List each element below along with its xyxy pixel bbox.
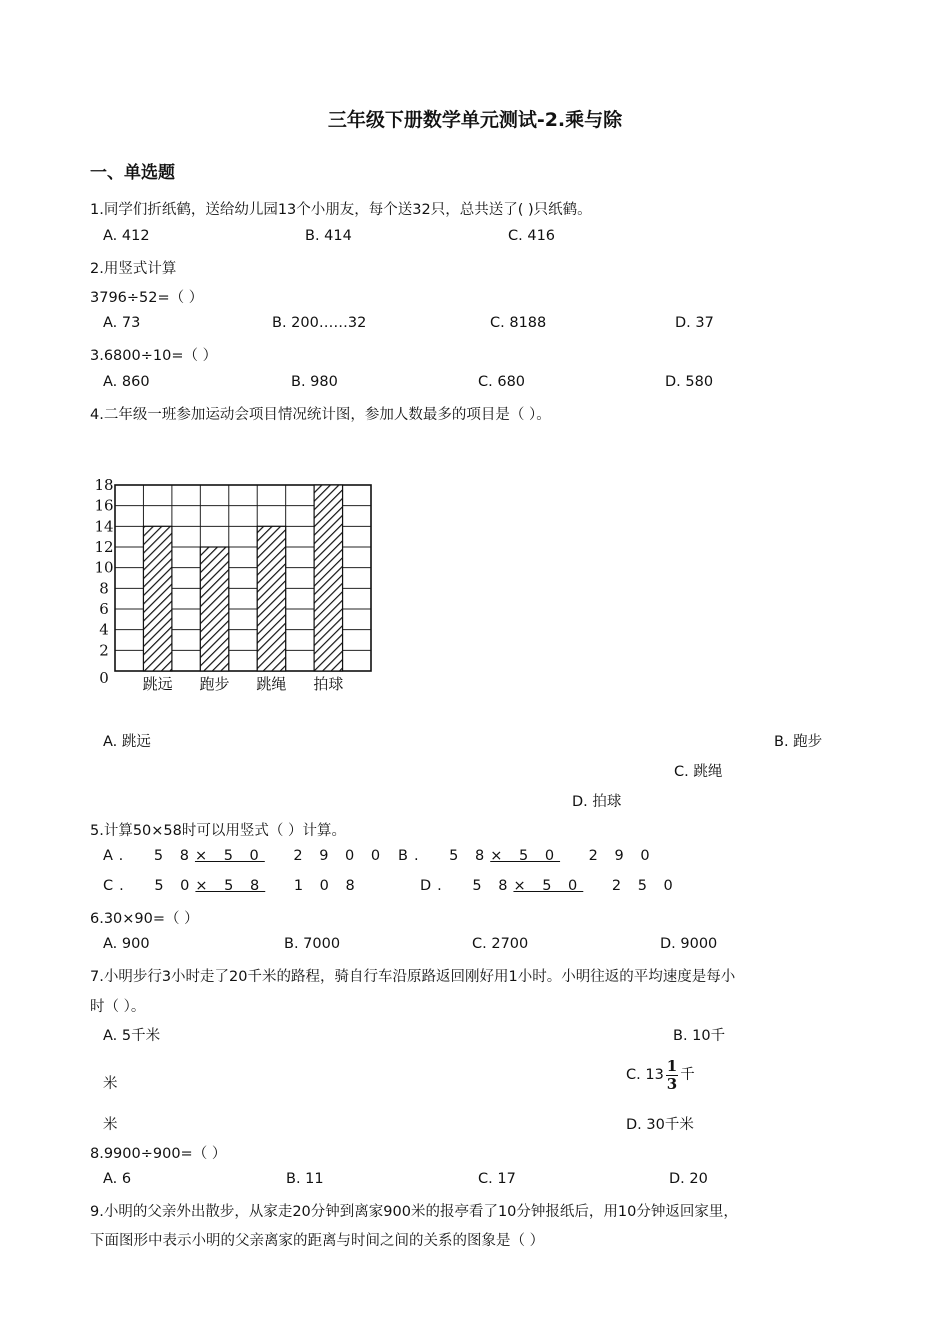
bar-2 [200, 547, 228, 671]
q5-option-a-mul: × 5 0 [194, 848, 265, 864]
q5-option-b-letter: B. [398, 848, 425, 864]
fraction-numerator: 1 [666, 1056, 678, 1075]
q3-option-d[interactable]: D. 580 [665, 374, 714, 390]
x-tick-label: 拍球 [313, 675, 344, 693]
bar-1 [143, 526, 171, 671]
q8-option-a[interactable]: A. 6 [103, 1171, 132, 1187]
question-1-stem: 1.同学们折纸鹤，送给幼儿园13个小朋友，每个送32只，总共送了( )只纸鹤。 [90, 202, 592, 218]
q5-option-d[interactable] [420, 878, 679, 894]
q5-option-d-letter: D. [420, 878, 448, 894]
q5-option-c-top: 5 0 [154, 878, 196, 894]
page-title: 三年级下册数学单元测试-2.乘与除 [327, 109, 623, 131]
q5-option-a-top: 5 8 [153, 848, 195, 864]
section-heading: 一、单选题 [90, 163, 175, 183]
y-tick-label: 12 [94, 538, 114, 556]
q7-option-c-prefix: C. 13 [626, 1067, 664, 1083]
y-tick-label: 18 [94, 476, 114, 494]
question-7-stem-line1: 7.小明步行3小时走了20千米的路程，骑自行车沿原路返回刚好用1小时。小明往返的平均速度是每小 [90, 969, 736, 985]
q6-option-a[interactable]: A. 900 [103, 936, 150, 952]
question-8-stem: 8.9900÷900=（ ） [90, 1146, 227, 1162]
q5-option-c-letter: C. [103, 878, 130, 894]
y-tick-label: 0 [99, 669, 109, 687]
q5-option-a[interactable] [103, 848, 386, 864]
q2-option-b[interactable]: B. 200……32 [272, 315, 367, 331]
y-tick-label: 6 [99, 600, 109, 618]
x-tick-label: 跑步 [199, 675, 230, 693]
q4-option-c[interactable]: C. 跳绳 [674, 764, 723, 780]
chart-bars [143, 485, 342, 671]
q4-option-d[interactable]: D. 拍球 [572, 794, 622, 810]
x-tick-label: 跳绳 [256, 675, 287, 693]
bar-3 [257, 526, 285, 671]
q6-option-b[interactable]: B. 7000 [284, 936, 341, 952]
question-4-stem: 4.二年级一班参加运动会项目情况统计图，参加人数最多的项目是（ ）。 [90, 407, 551, 423]
q5-option-c-mul: × 5 8 [195, 878, 266, 894]
q5-option-a-result: 2 9 0 0 [293, 848, 387, 864]
y-tick-label: 8 [99, 579, 109, 598]
q5-option-d-top: 5 8 [472, 878, 514, 894]
q5-option-b-mul: × 5 0 [490, 848, 561, 864]
q5-option-b-result: 2 9 0 [588, 848, 656, 864]
question-2-stem: 2.用竖式计算 [90, 261, 177, 277]
bar-chart [88, 472, 388, 704]
y-tick-label: 2 [99, 641, 109, 660]
q7-option-d[interactable]: D. 30千米 [626, 1117, 694, 1133]
q7-option-c-suffix: 千 [680, 1067, 695, 1083]
q7-option-b-wrap: 米 [103, 1117, 118, 1133]
q7-option-a[interactable]: A. 5千米 [103, 1028, 161, 1044]
q4-option-a[interactable]: A. 跳远 [103, 734, 151, 750]
question-5-stem: 5.计算50×58时可以用竖式（ ）计算。 [90, 823, 346, 839]
q5-option-b[interactable] [398, 848, 656, 864]
chart-x-labels [143, 675, 344, 693]
q3-option-a[interactable]: A. 860 [103, 374, 150, 390]
question-9-stem-line1: 9.小明的父亲外出散步，从家走20分钟到离家900米的报亭看了10分钟报纸后，用10分钟返回家里， [90, 1204, 738, 1220]
x-tick-label: 跳远 [142, 675, 173, 693]
y-tick-label: 4 [99, 620, 109, 639]
q5-option-c[interactable] [103, 878, 361, 894]
q5-option-b-top: 5 8 [449, 848, 491, 864]
q8-option-d[interactable]: D. 20 [669, 1171, 708, 1187]
y-tick-label: 16 [94, 496, 114, 515]
q5-option-a-letter: A. [103, 848, 130, 864]
question-7-stem-line2: 时（ ）。 [90, 999, 146, 1015]
q8-option-c[interactable]: C. 17 [478, 1171, 516, 1187]
y-tick-label: 14 [94, 517, 114, 536]
bar-4 [314, 485, 342, 671]
q1-option-b[interactable]: B. 414 [305, 228, 352, 244]
q5-option-c-result: 1 0 8 [293, 878, 361, 894]
q6-option-c[interactable]: C. 2700 [472, 936, 529, 952]
q4-option-b[interactable]: B. 跑步 [774, 734, 823, 750]
question-9-stem-line2: 下面图形中表示小明的父亲离家的距离与时间之间的关系的图象是（ ） [90, 1233, 545, 1249]
chart-y-ticks [94, 476, 113, 687]
q5-option-d-mul: × 5 0 [513, 878, 584, 894]
q6-option-d[interactable]: D. 9000 [660, 936, 718, 952]
q1-option-c[interactable]: C. 416 [508, 228, 556, 244]
q2-option-c[interactable]: C. 8188 [490, 315, 547, 331]
q2-option-d[interactable]: D. 37 [675, 315, 714, 331]
question-3-stem: 3.6800÷10=（ ） [90, 348, 218, 364]
q7-option-b[interactable]: B. 10千 [673, 1028, 726, 1044]
fraction-denominator: 3 [666, 1074, 678, 1093]
question-6-stem: 6.30×90=（ ） [90, 911, 199, 927]
q3-option-b[interactable]: B. 980 [291, 374, 338, 390]
q7-option-c[interactable] [626, 1054, 695, 1096]
q5-option-d-result: 2 5 0 [611, 878, 679, 894]
q7-option-c-fraction [666, 1056, 678, 1093]
q2-option-a[interactable]: A. 73 [103, 315, 141, 331]
y-tick-label: 10 [94, 558, 114, 577]
q7-option-a-wrap: 米 [103, 1076, 118, 1092]
q3-option-c[interactable]: C. 680 [478, 374, 526, 390]
q8-option-b[interactable]: B. 11 [286, 1171, 324, 1187]
q1-option-a[interactable]: A. 412 [103, 228, 150, 244]
question-2-expression: 3796÷52=（ ） [90, 290, 204, 306]
